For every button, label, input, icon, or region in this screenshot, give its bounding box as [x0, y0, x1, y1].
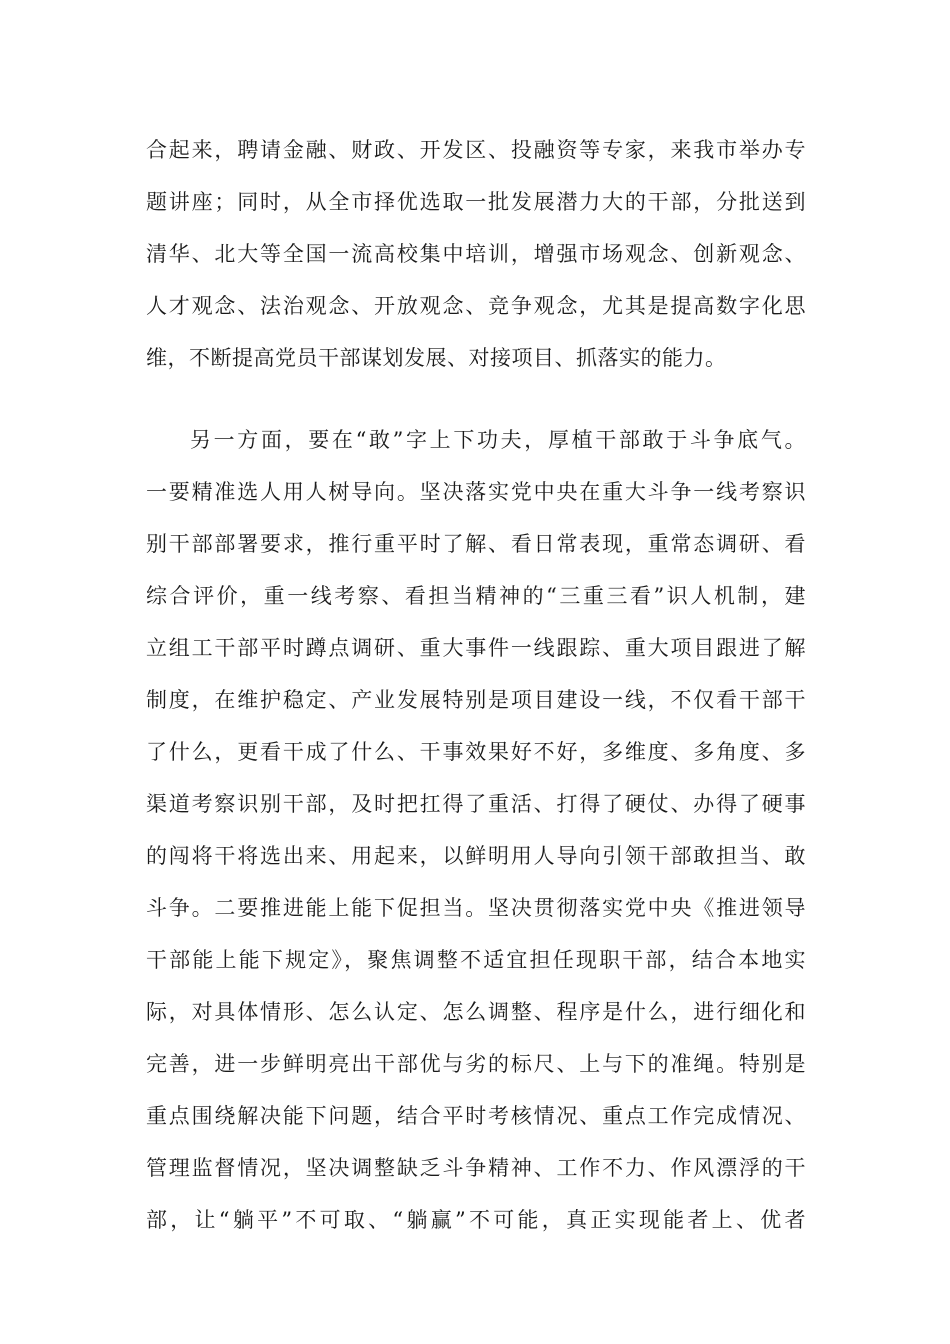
paragraph-1	[146, 124, 806, 384]
text-line: 的闯将干将选出来、用起来，以鲜明用人导向引领干部敢担当、敢	[146, 844, 806, 868]
text-line: 管理监督情况，坚决调整缺乏斗争精神、工作不力、作风漂浮的干	[146, 1156, 806, 1180]
text-line: 重点围绕解决能下问题，结合平时考核情况、重点工作完成情况、	[146, 1104, 806, 1128]
text-line: 部，让“躺平”不可取、“躺赢”不可能，真正实现能者上、优者	[146, 1208, 806, 1232]
text-line: 清华、北大等全国一流高校集中培训，增强市场观念、创新观念、	[146, 242, 806, 266]
text-line: 综合评价，重一线考察、看担当精神的“三重三看”识人机制，建	[146, 584, 806, 608]
text-line: 干部能上能下规定》，聚焦调整不适宜担任现职干部，结合本地实	[146, 948, 806, 972]
text-line: 维，不断提高党员干部谋划发展、对接项目、抓落实的能力。	[146, 346, 727, 370]
document-body	[146, 124, 806, 1246]
text-line: 制度，在维护稳定、产业发展特别是项目建设一线，不仅看干部干	[146, 688, 806, 712]
text-line: 题讲座；同时，从全市择优选取一批发展潜力大的干部，分批送到	[146, 190, 806, 214]
paragraph-2	[146, 414, 806, 1246]
text-line: 合起来，聘请金融、财政、开发区、投融资等专家，来我市举办专	[146, 138, 806, 162]
text-line: 渠道考察识别干部，及时把扛得了重活、打得了硬仗、办得了硬事	[146, 792, 806, 816]
text-line: 了什么，更看干成了什么、干事效果好不好，多维度、多角度、多	[146, 740, 806, 764]
text-line: 别干部部署要求，推行重平时了解、看日常表现，重常态调研、看	[146, 532, 806, 556]
text-line: 斗争。二要推进能上能下促担当。坚决贯彻落实党中央《推进领导	[146, 896, 806, 920]
text-line: 人才观念、法治观念、开放观念、竞争观念，尤其是提高数字化思	[146, 294, 806, 318]
text-line: 一要精准选人用人树导向。坚决落实党中央在重大斗争一线考察识	[146, 480, 806, 504]
text-line: 际，对具体情形、怎么认定、怎么调整、程序是什么，进行细化和	[146, 1000, 806, 1024]
text-line: 另一方面，要在“敢”字上下功夫，厚植干部敢于斗争底气。	[190, 428, 806, 452]
paragraph-spacer	[146, 384, 806, 414]
text-line: 立组工干部平时蹲点调研、重大事件一线跟踪、重大项目跟进了解	[146, 636, 806, 660]
text-line: 完善，进一步鲜明亮出干部优与劣的标尺、上与下的准绳。特别是	[146, 1052, 806, 1076]
